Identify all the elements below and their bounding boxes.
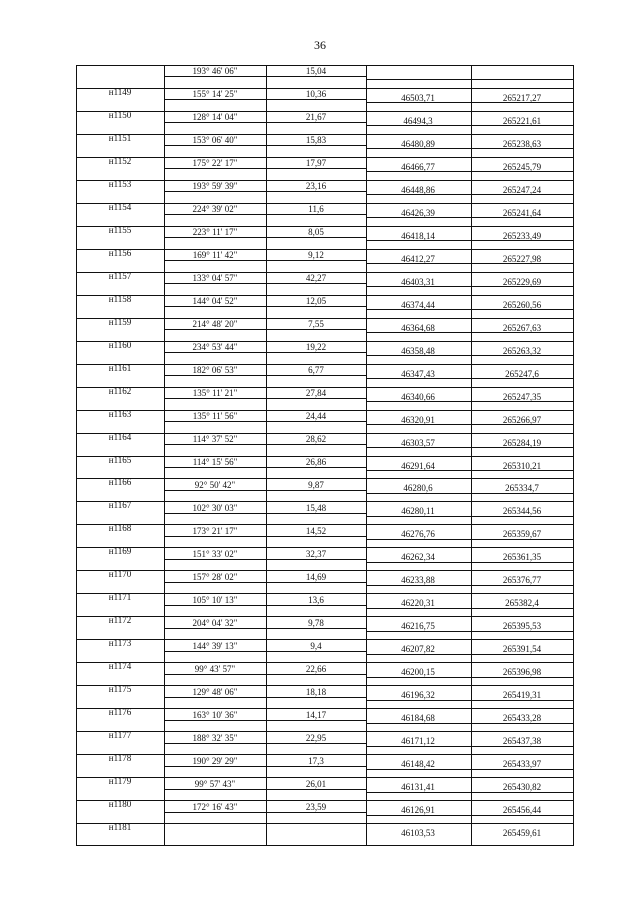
table-cell-y: 265247,35 (502, 391, 542, 402)
table-cell-angle: 128° 14' 04" (192, 112, 238, 123)
table-cell-angle: 135° 11' 21" (192, 388, 238, 399)
segment-divider (164, 605, 366, 606)
table-cell-length: 11,6 (308, 204, 324, 215)
table-cell-length: 42,27 (305, 273, 327, 284)
row-divider (76, 616, 574, 617)
table-cell-length: 27,84 (305, 388, 327, 399)
coordinate-divider (366, 102, 574, 103)
table-cell-x: 46148,42 (401, 759, 435, 770)
table-cell-y: 265263,32 (502, 345, 542, 356)
coordinate-divider (366, 562, 574, 563)
coordinate-divider (366, 217, 574, 218)
table-cell-point: н1149 (108, 86, 132, 97)
table-cell-x: 46494,3 (403, 115, 433, 126)
table-cell-angle: 135° 11' 56" (192, 411, 238, 422)
coordinate-divider (366, 378, 574, 379)
table-cell-y: 265437,38 (502, 736, 542, 747)
table-cell-point: н1157 (108, 270, 132, 281)
coordinate-divider (366, 401, 574, 402)
table-cell-point: н1165 (108, 454, 132, 465)
segment-divider (164, 536, 366, 537)
coordinate-divider (366, 171, 574, 172)
segment-divider (164, 812, 366, 813)
segment-divider (164, 421, 366, 422)
table-cell-x: 46480,89 (401, 138, 435, 149)
coordinate-divider (366, 700, 574, 701)
coordinates-table (76, 65, 574, 846)
table-cell-point: н1166 (108, 477, 132, 488)
table-cell-length: 18,18 (305, 686, 327, 697)
table-cell-x: 46196,32 (401, 690, 435, 701)
table-cell-x: 46276,76 (401, 529, 435, 540)
table-cell-point: н1161 (108, 362, 132, 373)
coordinate-divider (366, 792, 574, 793)
table-cell-y: 265221,61 (502, 115, 542, 126)
table-cell-point: н1171 (108, 592, 132, 603)
table-cell-y: 265395,53 (502, 621, 542, 632)
coordinate-divider (366, 769, 574, 770)
page-number: 36 (314, 38, 326, 52)
segment-divider (164, 743, 366, 744)
coordinate-divider (366, 194, 574, 195)
table-cell-y: 265266,97 (502, 414, 542, 425)
table-cell-length: 9,12 (308, 250, 324, 261)
table-cell-length: 10,36 (305, 89, 327, 100)
coordinate-divider (366, 608, 574, 609)
coordinate-divider (366, 447, 574, 448)
coordinate-divider (366, 79, 574, 80)
table-cell-length: 32,37 (305, 548, 327, 559)
table-cell-x: 46418,14 (401, 230, 435, 241)
table-cell-length: 13,6 (308, 594, 324, 605)
table-cell-y: 265247,6 (505, 368, 539, 379)
coordinate-divider (366, 286, 574, 287)
table-cell-point: н1175 (108, 684, 132, 695)
table-cell-angle: 193° 59' 39" (192, 181, 238, 192)
table-cell-length: 9,87 (308, 479, 324, 490)
table-cell-angle: 173° 21' 17" (192, 525, 238, 536)
table-cell-x: 46220,31 (401, 598, 435, 609)
table-cell-angle: 99° 43' 57" (194, 663, 236, 674)
segment-divider (164, 697, 366, 698)
coordinate-divider (366, 424, 574, 425)
table-cell-point: н1162 (108, 385, 132, 396)
table-cell-y: 265334,7 (505, 483, 539, 494)
coordinate-divider (366, 516, 574, 517)
segment-divider (164, 490, 366, 491)
table-cell-y: 265245,79 (502, 161, 542, 172)
segment-divider (164, 582, 366, 583)
table-cell-length: 12,05 (305, 296, 327, 307)
coordinate-divider (366, 470, 574, 471)
table-cell-angle: 144° 04' 52" (192, 296, 238, 307)
table-cell-angle: 151° 33' 02" (192, 548, 238, 559)
table-cell-length: 24,44 (305, 411, 327, 422)
table-cell-angle: 133° 04' 57" (192, 273, 238, 284)
coordinate-divider (366, 677, 574, 678)
row-divider (76, 823, 574, 824)
table-cell-y: 265459,61 (502, 828, 542, 839)
table-cell-length: 17,97 (305, 158, 327, 169)
row-divider (76, 203, 574, 204)
table-cell-x: 46184,68 (401, 713, 435, 724)
table-cell-length: 14,17 (305, 709, 327, 720)
table-cell-y: 265267,63 (502, 322, 542, 333)
table-cell-point: н1151 (108, 132, 132, 143)
segment-divider (164, 467, 366, 468)
segment-divider (164, 628, 366, 629)
table-cell-y: 265238,63 (502, 138, 542, 149)
table-cell-x: 46103,53 (401, 828, 435, 839)
table-cell-angle: 223° 11' 17" (192, 227, 238, 238)
table-cell-x: 46426,39 (401, 207, 435, 218)
table-cell-x: 46303,57 (401, 437, 435, 448)
table-cell-x: 46374,44 (401, 299, 435, 310)
table-cell-length: 15,04 (305, 66, 327, 77)
table-cell-length: 17,3 (308, 755, 324, 766)
table-cell-y: 265430,82 (502, 782, 542, 793)
table-cell-point: н1160 (108, 339, 132, 350)
coordinate-divider (366, 631, 574, 632)
table-cell-angle: 144° 39' 13" (192, 640, 238, 651)
table-cell-angle: 155° 14' 25" (192, 89, 238, 100)
coordinate-divider (366, 148, 574, 149)
table-cell-y: 265241,64 (502, 207, 542, 218)
table-cell-x: 46131,41 (401, 782, 435, 793)
table-cell-angle: 224° 39' 02" (192, 204, 238, 215)
table-cell-x: 46320,91 (401, 414, 435, 425)
row-divider (76, 249, 574, 250)
table-cell-x: 46200,15 (401, 667, 435, 678)
row-divider (76, 226, 574, 227)
table-cell-angle: 190° 29' 29" (192, 755, 238, 766)
segment-divider (164, 444, 366, 445)
coordinate-divider (366, 585, 574, 586)
coordinate-divider (366, 332, 574, 333)
table-cell-point: н1168 (108, 523, 132, 534)
table-cell-point: н1169 (108, 546, 132, 557)
table-cell-y: 265233,49 (502, 230, 542, 241)
table-cell-point: н1167 (108, 500, 132, 511)
table-cell-point: н1155 (108, 224, 132, 235)
coordinate-divider (366, 815, 574, 816)
table-cell-x: 46126,91 (401, 805, 435, 816)
table-cell-x: 46171,12 (401, 736, 435, 747)
table-cell-point: н1156 (108, 247, 132, 258)
row-divider (76, 754, 574, 755)
coordinate-divider (366, 263, 574, 264)
table-cell-angle: 114° 37' 52" (192, 434, 238, 444)
table-cell-length: 15,83 (305, 135, 327, 146)
table-cell-angle: 114° 15' 56" (192, 456, 238, 467)
table-cell-angle: 169° 11' 42" (192, 250, 238, 261)
row-divider (76, 593, 574, 594)
table-cell-y: 265260,56 (502, 299, 542, 310)
table-cell-length: 21,67 (305, 112, 327, 123)
table-cell-length: 22,95 (305, 732, 327, 743)
table-cell-point: н1178 (108, 753, 132, 764)
table-cell-x: 46280,6 (403, 483, 433, 494)
segment-divider (164, 651, 366, 652)
segment-divider (164, 352, 366, 353)
table-cell-angle: 214° 48' 20" (192, 319, 238, 330)
coordinate-divider (366, 746, 574, 747)
table-cell-y: 265217,27 (502, 92, 542, 103)
table-cell-point: н1173 (108, 638, 132, 649)
table-cell-y: 265419,31 (502, 690, 542, 701)
table-cell-length: 22,66 (305, 663, 327, 674)
table-cell-x: 46466,77 (401, 161, 435, 172)
table-cell-angle: 163° 10' 36" (192, 709, 238, 720)
coordinate-divider (366, 125, 574, 126)
coordinate-divider (366, 539, 574, 540)
table-cell-angle: 188° 32' 35" (192, 732, 238, 743)
table-cell-length: 23,59 (305, 801, 327, 812)
table-cell-x: 46503,71 (401, 92, 435, 103)
table-cell-x: 46207,82 (401, 644, 435, 655)
table-cell-angle: 234° 53' 44" (192, 342, 238, 353)
table-cell-length: 9,78 (308, 617, 324, 628)
table-cell-x: 46216,75 (401, 621, 435, 632)
table-cell-y: 265433,97 (502, 759, 542, 770)
table-cell-angle: 204° 04' 32" (192, 617, 238, 628)
table-cell-point: н1177 (108, 730, 132, 741)
table-cell-y: 265229,69 (502, 276, 542, 287)
segment-divider (164, 559, 366, 560)
table-cell-length: 26,01 (305, 778, 327, 789)
table-cell-y: 265396,98 (502, 667, 542, 678)
table-cell-x: 46403,31 (401, 276, 435, 287)
table-cell-y: 265382,4 (505, 598, 539, 609)
table-cell-y: 265456,44 (502, 805, 542, 816)
table-cell-point: н1179 (108, 776, 132, 787)
table-cell-y: 265284,19 (502, 437, 542, 448)
table-cell-point: н1176 (108, 707, 132, 718)
table-cell-point: н1163 (108, 408, 132, 419)
table-cell-y: 265433,28 (502, 713, 542, 724)
table-cell-y: 265361,35 (502, 552, 542, 563)
table-border (76, 845, 574, 846)
table-cell-length: 7,55 (308, 319, 324, 330)
table-cell-x: 46291,64 (401, 460, 435, 471)
table-cell-point: н1158 (108, 293, 132, 304)
coordinate-divider (366, 654, 574, 655)
table-cell-point: н1172 (108, 615, 132, 626)
table-cell-y: 265310,21 (502, 460, 542, 471)
table-cell-point: н1174 (108, 661, 132, 672)
table-cell-y: 265376,77 (502, 575, 542, 586)
segment-divider (164, 398, 366, 399)
row-divider (76, 478, 574, 479)
table-cell-point: н1180 (108, 799, 132, 810)
table-cell-point: н1152 (108, 155, 132, 166)
table-cell-x: 46358,48 (401, 345, 435, 356)
table-cell-length: 23,16 (305, 181, 327, 192)
table-cell-length: 8,05 (308, 227, 324, 238)
table-cell-angle: 175° 22' 17" (192, 158, 238, 169)
table-cell-point: н1153 (108, 178, 132, 189)
table-cell-length: 6,77 (308, 365, 324, 376)
coordinate-divider (366, 493, 574, 494)
table-cell-point: н1159 (108, 316, 132, 327)
table-cell-length: 9,4 (310, 640, 322, 651)
row-divider (76, 639, 574, 640)
table-cell-y: 265227,98 (502, 253, 542, 264)
table-cell-length: 19,22 (305, 342, 327, 353)
table-cell-angle: 105° 10' 13" (192, 594, 238, 605)
table-cell-x: 46364,68 (401, 322, 435, 333)
table-cell-angle: 92° 50' 42" (194, 479, 236, 490)
row-divider (76, 364, 574, 365)
table-cell-point: н1164 (108, 431, 132, 442)
row-divider (76, 547, 574, 548)
table-cell-angle: 153° 06' 40" (192, 135, 238, 146)
table-cell-x: 46262,34 (401, 552, 435, 563)
table-cell-angle: 102° 30' 03" (192, 502, 238, 513)
table-cell-y: 265344,56 (502, 506, 542, 517)
table-cell-length: 26,86 (305, 456, 327, 467)
table-cell-point: н1170 (108, 569, 132, 580)
table-cell-x: 46340,66 (401, 391, 435, 402)
segment-divider (164, 789, 366, 790)
table-cell-x: 46448,86 (401, 184, 435, 195)
table-cell-length: 14,69 (305, 571, 327, 582)
table-cell-angle: 129° 48' 06" (192, 686, 238, 697)
row-divider (76, 524, 574, 525)
table-cell-angle: 193° 46' 06" (192, 66, 238, 77)
table-cell-length: 15,48 (305, 502, 327, 513)
table-cell-angle: 157° 28' 02" (192, 571, 238, 582)
table-cell-angle: 99° 57' 43" (194, 778, 236, 789)
table-cell-x: 46347,43 (401, 368, 435, 379)
table-cell-angle: 182° 06' 53" (192, 365, 238, 376)
table-cell-y: 265391,54 (502, 644, 542, 655)
coordinate-divider (366, 309, 574, 310)
table-cell-point: н1150 (108, 109, 132, 120)
coordinate-divider (366, 723, 574, 724)
table-cell-angle: 172° 16' 43" (192, 801, 238, 812)
coordinate-divider (366, 240, 574, 241)
table-cell-x: 46233,88 (401, 575, 435, 586)
segment-divider (164, 674, 366, 675)
segment-divider (164, 513, 366, 514)
table-cell-point: н1154 (108, 201, 132, 212)
table-cell-y: 265359,67 (502, 529, 542, 540)
segment-divider (164, 720, 366, 721)
table-cell-point: н1181 (108, 822, 132, 833)
row-divider (76, 318, 574, 319)
segment-divider (164, 375, 366, 376)
table-cell-x: 46412,27 (401, 253, 435, 264)
table-cell-y: 265247,24 (502, 184, 542, 195)
table-cell-x: 46280,11 (401, 506, 435, 517)
coordinate-divider (366, 355, 574, 356)
row-divider (76, 501, 574, 502)
segment-divider (164, 766, 366, 767)
table-cell-length: 14,52 (305, 525, 327, 536)
table-cell-length: 28,62 (305, 434, 327, 444)
